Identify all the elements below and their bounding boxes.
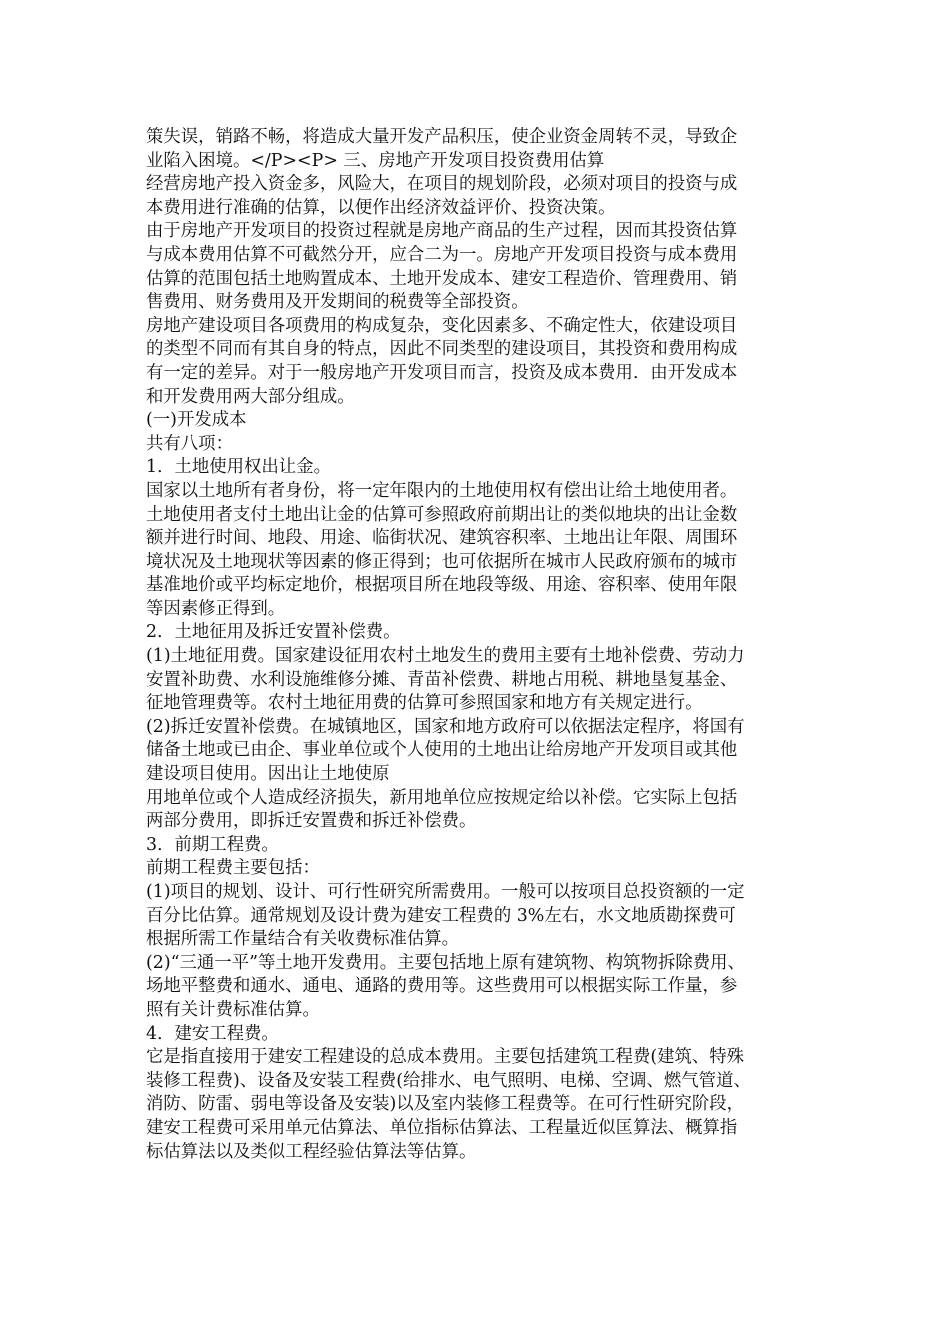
text-line: 储备土地或已由企、事业单位或个人使用的土地出让给房地产开发项目或其他: [146, 740, 738, 761]
text-line: 等因素修正得到。: [146, 598, 286, 619]
text-line: (1)土地征用费。国家建设征用农村土地发生的费用主要有土地补偿费、劳动力: [146, 646, 745, 667]
text-line: 有一定的差异。对于一般房地产开发项目而言，投资及成本费用．由开发成本: [146, 362, 738, 383]
text-line: 经营房地产投入资金多，风险大，在项目的规划阶段，必须对项目的投资与成: [146, 174, 738, 195]
text-line: 额并进行时间、地段、用途、临街状况、建筑容积率、土地出让年限、周围环: [146, 528, 738, 549]
text-line: 建安工程费可采用单元估算法、单位指标估算法、工程量近似匡算法、概算指: [146, 1117, 738, 1138]
text-line: 装修工程费)、设备及安装工程费(给排水、电气照明、电梯、空调、燃气管道、: [146, 1070, 751, 1091]
text-line: 安置补助费、水利设施维修分摊、青苗补偿费、耕地占用税、耕地垦复基金、: [146, 669, 738, 690]
item-heading: 3．前期工程费。: [146, 834, 279, 855]
text-line: 估算的范围包括土地购置成本、土地开发成本、建安工程造价、管理费用、销: [146, 268, 738, 289]
text-line: (1)项目的规划、设计、可行性研究所需费用。一般可以按项目总投资额的一定: [146, 882, 745, 902]
text-line: 征地管理费等。农村土地征用费的估算可参照国家和地方有关规定进行。: [146, 693, 703, 714]
text-line: 百分比估算。通常规划及设计费为建安工程费的 3%左右，水文地质勘探费可: [146, 905, 736, 926]
text-line: (2)拆迁安置补偿费。在城镇地区，国家和地方政府可以依据法定程序，将国有: [146, 716, 745, 737]
text-line: 的类型不同而有其自身的特点，因此不同类型的建设项目，其投资和费用构成: [146, 339, 738, 360]
text-line: 消防、防雷、弱电等设备及安装)以及室内装修工程费等。在可行性研究阶段，: [146, 1094, 745, 1115]
text-line: 标估算法以及类似工程经验估算法等估算。: [146, 1141, 477, 1162]
text-line: 国家以土地所有者身份，将一定年限内的土地使用权有偿出让给土地使用者。: [146, 480, 738, 501]
text-line: 与成本费用估算不可截然分开，应合二为一。房地产开发项目投资与成本费用: [146, 244, 738, 265]
text-line: 基准地价或平均标定地价，根据项目所在地段等级、用途、容积率、使用年限: [146, 575, 738, 596]
text-line: 共有八项：: [146, 433, 233, 454]
text-line: 策失误，销路不畅，将造成大量开发产品积压，使企业资金周转不灵，导致企: [146, 127, 738, 147]
text-line: 本费用进行准确的估算，以便作出经济效益评价、投资决策。: [146, 197, 616, 218]
text-line: 售费用、财务费用及开发期间的税费等全部投资。: [146, 292, 529, 313]
text-line: 根据所需工作量结合有关收费标准估算。: [146, 929, 460, 950]
section-heading: (一)开发成本: [146, 410, 247, 431]
text-line: 场地平整费和通水、通电、通路的费用等。这些费用可以根据实际工作量，参: [146, 976, 738, 997]
item-heading: 1．土地使用权出让金。: [146, 457, 331, 478]
text-line: 房地产建设项目各项费用的构成复杂，变化因素多、不确定性大，依建设项目: [146, 315, 738, 336]
text-line: 两部分费用，即拆迁安置费和拆迁补偿费。: [146, 811, 477, 832]
text-line: (2)“三通一平”等土地开发费用。主要包括地上原有建筑物、构筑物拆除费用、: [146, 952, 745, 973]
text-line: 由于房地产开发项目的投资过程就是房地产商品的生产过程，因而其投资估算: [146, 221, 738, 242]
text-line: 土地使用者支付土地出让金的估算可参照政府前期出让的类似地块的出让金数: [146, 504, 738, 525]
text-line: 照有关计费标准估算。: [146, 999, 320, 1020]
item-heading: 4．建安工程费。: [146, 1023, 279, 1044]
item-heading: 2．土地征用及拆迁安置补偿费。: [146, 622, 401, 643]
document-body: [146, 126, 816, 1164]
text-line: 它是指直接用于建安工程建设的总成本费用。主要包括建筑工程费(建筑、特殊: [146, 1047, 745, 1068]
text-line: 境状况及土地现状等因素的修正得到；也可依据所在城市人民政府颁布的城市: [146, 551, 738, 572]
text-line: 用地单位或个人造成经济损失，新用地单位应按规定给以补偿。它实际上包括: [146, 787, 738, 808]
text-line: 前期工程费主要包括：: [146, 858, 320, 879]
text-line: 业陷入困境。</P><P> 三、房地产开发项目投资费用估算: [146, 150, 605, 171]
text-line: 建设项目使用。因出让土地使原: [146, 764, 390, 785]
text-line: 和开发费用两大部分组成。: [146, 386, 355, 407]
